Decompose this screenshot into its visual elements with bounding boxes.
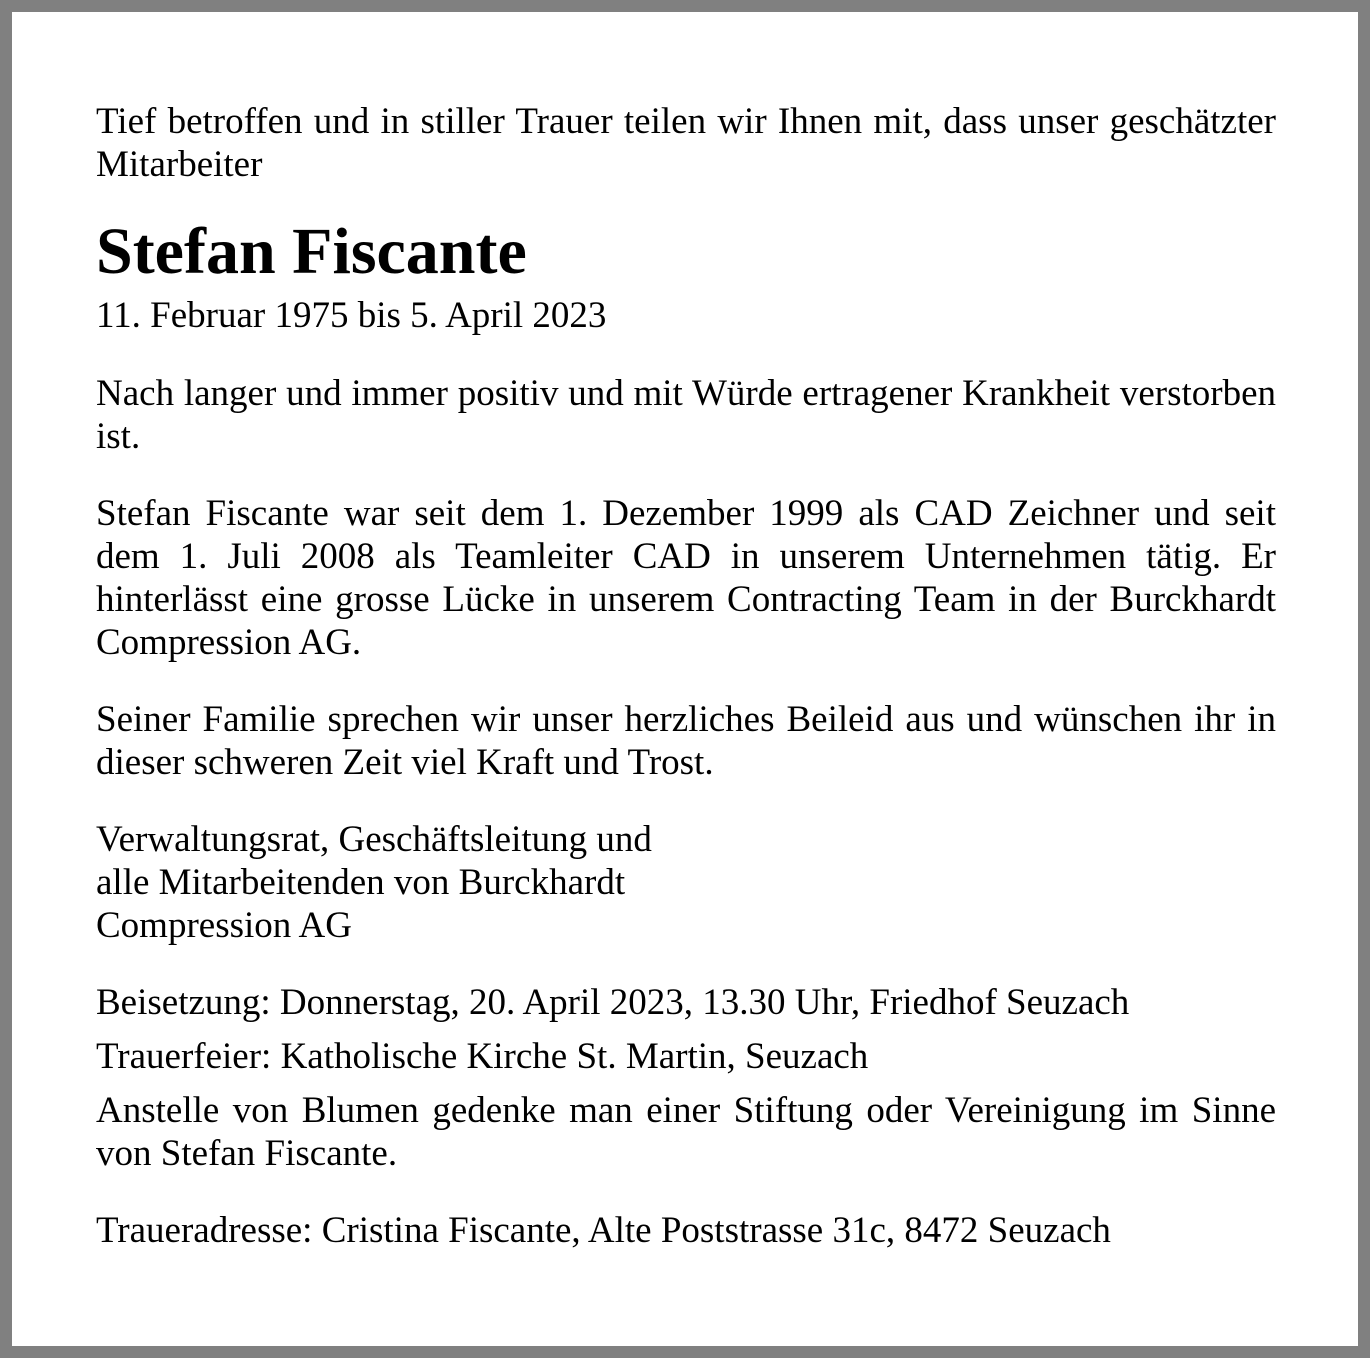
mourning-address: Traueradresse: Cristina Fiscante, Alte Poststrasse 31c, 8472 Seuzach	[96, 1210, 1111, 1251]
burial-info: Beisetzung: Donnerstag, 20. April 2023, 13.30 Uhr, Friedhof Seuzach	[96, 982, 1130, 1023]
signature-line: Verwaltungsrat, Geschäftsleitung und	[96, 819, 652, 860]
signature-block	[96, 818, 1276, 947]
notice-content	[96, 100, 1276, 1252]
paragraph-career: Stefan Fiscante war seit dem 1. Dezember 1999 als CAD Zeichner und seit dem 1. Juli 2008 als Teamleiter CAD in unserem Unternehmen tätig. Er hinterlässt eine grosse Lücke in unserem Contracting Team in der Burckhardt Compression AG.	[96, 493, 1276, 663]
deceased-name: Stefan Fiscante	[96, 215, 527, 288]
signature-line: Compression AG	[96, 905, 352, 946]
intro-text: Tief betroffen und in stiller Trauer teilen wir Ihnen mit, dass unser geschätzter Mitarbeiter	[96, 101, 1276, 185]
notice-page	[12, 12, 1358, 1346]
funeral-info: Trauerfeier: Katholische Kirche St. Martin, Seuzach	[96, 1036, 869, 1077]
paragraph-condolence: Seiner Familie sprechen wir unser herzliches Beileid aus und wünschen ihr in dieser schweren Zeit viel Kraft und Trost.	[96, 699, 1276, 783]
life-dates: 11. Februar 1975 bis 5. April 2023	[96, 295, 607, 336]
paragraph-illness: Nach langer und immer positiv und mit Würde ertragener Krankheit verstorben ist.	[96, 373, 1276, 457]
signature-line: alle Mitarbeitenden von Burckhardt	[96, 862, 626, 903]
flowers-info: Anstelle von Blumen gedenke man einer Stiftung oder Vereinigung im Sinne von Stefan Fiscante.	[96, 1090, 1276, 1174]
